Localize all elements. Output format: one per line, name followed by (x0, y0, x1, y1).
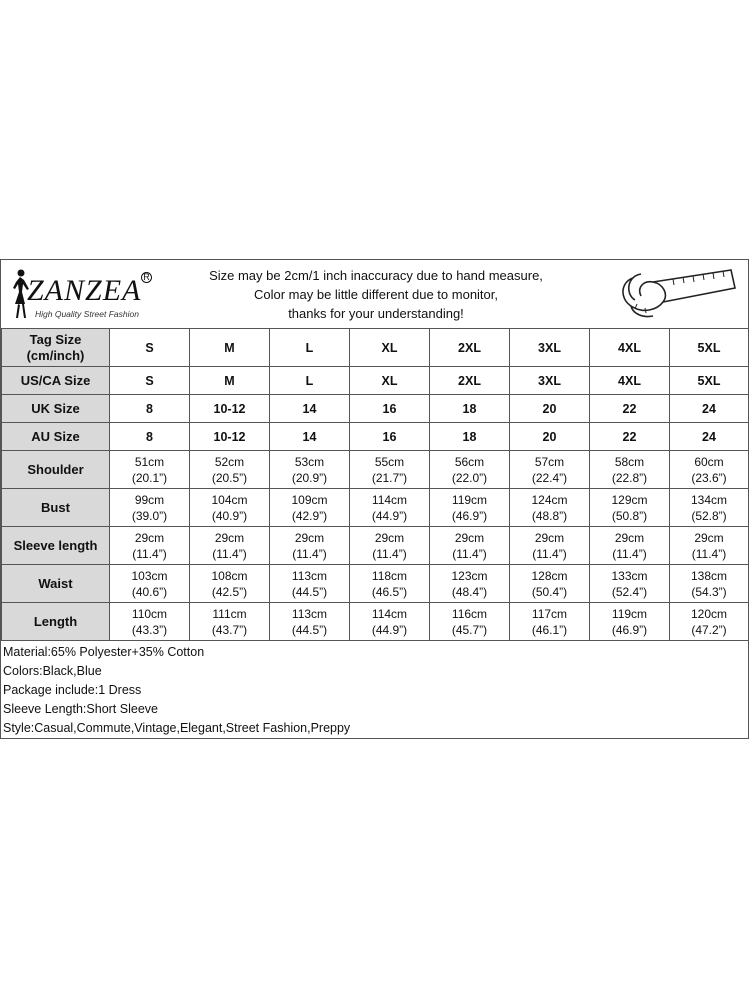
row-header: Length (2, 603, 110, 641)
cell-cm: 29cm (294, 530, 325, 545)
cell-cm: 138cm (690, 568, 728, 583)
table-cell: XL (350, 329, 430, 367)
table-row (2, 423, 749, 451)
table-cell: 20 (510, 423, 590, 451)
brand-logo (5, 266, 155, 324)
table-cell (190, 527, 270, 565)
cell-cm: 56cm (454, 454, 485, 469)
table-cell (670, 451, 749, 489)
table-cell: 24 (670, 395, 749, 423)
table-cell (270, 489, 350, 527)
cell-cm: 114cm (371, 492, 408, 507)
cell-inch: (54.3”) (691, 584, 727, 599)
cell-cm: 29cm (614, 530, 645, 545)
table-cell: 14 (270, 395, 350, 423)
cell-cm: 99cm (134, 492, 165, 507)
row-header-line: Tag Size (29, 331, 82, 347)
table-cell: 5XL (670, 329, 749, 367)
table-cell (430, 489, 510, 527)
table-cell (590, 451, 670, 489)
cell-cm: 133cm (611, 568, 648, 583)
table-cell (430, 565, 510, 603)
table-cell: 4XL (590, 329, 670, 367)
table-cell (110, 603, 190, 641)
table-cell (670, 603, 749, 641)
cell-inch: (40.9”) (211, 508, 248, 523)
table-cell (510, 489, 590, 527)
cell-inch: (11.4”) (452, 546, 487, 561)
cell-cm: 109cm (291, 492, 328, 507)
cell-cm: 111cm (212, 606, 247, 621)
notice-line: thanks for your understanding! (288, 306, 464, 321)
cell-inch: (42.9”) (291, 508, 328, 523)
table-cell (590, 527, 670, 565)
table-row (2, 395, 749, 423)
table-cell (590, 603, 670, 641)
cell-cm: 29cm (694, 530, 724, 545)
table-row (2, 329, 749, 367)
row-header: Waist (2, 565, 110, 603)
cell-inch: (44.9”) (371, 508, 408, 523)
info-style: Style:Casual,Commute,Vintage,Elegant,Street Fashion,Preppy (3, 721, 351, 735)
cell-inch: (44.5”) (291, 622, 328, 637)
table-cell (670, 489, 749, 527)
cell-inch: (50.4”) (531, 584, 568, 599)
cell-cm: 29cm (134, 530, 165, 545)
brand-name: ZANZEA (27, 274, 142, 307)
table-cell (110, 527, 190, 565)
cell-cm: 29cm (374, 530, 405, 545)
table-cell: 2XL (430, 329, 510, 367)
table-row (2, 451, 749, 489)
table-cell: M (190, 367, 270, 395)
cell-cm: 53cm (294, 454, 325, 469)
cell-cm: 124cm (531, 492, 568, 507)
cell-inch: (45.7”) (451, 622, 488, 637)
table-row (2, 527, 749, 565)
table-cell (190, 489, 270, 527)
cell-inch: (47.2”) (691, 622, 727, 637)
table-row (2, 367, 749, 395)
cell-cm: 104cm (211, 492, 248, 507)
cell-cm: 116cm (451, 606, 488, 621)
size-chart-table (1, 328, 749, 641)
row-header: US/CA Size (2, 367, 110, 395)
table-cell (350, 451, 430, 489)
cell-inch: (22.0”) (451, 470, 488, 485)
cell-cm: 29cm (214, 530, 245, 545)
cell-cm: 123cm (451, 568, 488, 583)
table-cell: 16 (350, 395, 430, 423)
table-cell (590, 565, 670, 603)
cell-cm: 108cm (211, 568, 248, 583)
table-cell (670, 527, 749, 565)
cell-cm: 57cm (534, 454, 565, 469)
cell-inch: (39.0”) (131, 508, 168, 523)
notice-line: Size may be 2cm/1 inch inaccuracy due to hand measure, (209, 268, 543, 283)
cell-inch: (46.5”) (371, 584, 408, 599)
cell-inch: (11.4”) (691, 546, 727, 561)
row-header (2, 329, 110, 367)
table-cell: 3XL (510, 367, 590, 395)
product-info (3, 643, 350, 738)
cell-inch: (48.8”) (531, 508, 568, 523)
cell-inch: (52.8”) (691, 508, 727, 523)
table-cell (270, 451, 350, 489)
table-cell (430, 527, 510, 565)
table-cell (270, 603, 350, 641)
row-header: Bust (2, 489, 110, 527)
cell-inch: (11.4”) (612, 546, 647, 561)
cell-cm: 29cm (454, 530, 485, 545)
cell-inch: (52.4”) (611, 584, 648, 599)
table-cell (670, 565, 749, 603)
table-cell: L (270, 367, 350, 395)
cell-inch: (11.4”) (532, 546, 567, 561)
cell-inch: (11.4”) (132, 546, 167, 561)
measuring-tape-icon (613, 264, 739, 324)
table-cell (510, 451, 590, 489)
cell-inch: (44.5”) (291, 584, 328, 599)
table-row (2, 489, 749, 527)
table-cell (350, 489, 430, 527)
cell-cm: 29cm (534, 530, 565, 545)
size-chart-sheet (0, 259, 749, 739)
table-cell: 5XL (670, 367, 749, 395)
row-header: UK Size (2, 395, 110, 423)
cell-inch: (46.1”) (531, 622, 568, 637)
cell-cm: 117cm (531, 606, 568, 621)
cell-cm: 103cm (131, 568, 168, 583)
info-sleeve-length: Sleeve Length:Short Sleeve (3, 702, 158, 716)
cell-inch: (22.4”) (531, 470, 568, 485)
cell-cm: 134cm (690, 492, 728, 507)
cell-inch: (44.9”) (371, 622, 408, 637)
table-cell: 18 (430, 395, 510, 423)
table-cell (350, 565, 430, 603)
cell-inch: (43.3”) (131, 622, 168, 637)
cell-cm: 128cm (531, 568, 568, 583)
table-cell (110, 565, 190, 603)
table-cell (110, 451, 190, 489)
table-cell: 16 (350, 423, 430, 451)
table-cell: XL (350, 367, 430, 395)
table-cell: 22 (590, 395, 670, 423)
table-cell: 20 (510, 395, 590, 423)
cell-inch: (11.4”) (292, 546, 327, 561)
cell-inch: (46.9”) (611, 622, 648, 637)
cell-inch: (42.5”) (211, 584, 248, 599)
cell-inch: (11.4”) (372, 546, 407, 561)
info-material: Material:65% Polyester+35% Cotton (3, 645, 205, 659)
size-chart-header (1, 260, 748, 329)
table-cell (350, 603, 430, 641)
cell-cm: 120cm (690, 606, 728, 621)
table-cell (110, 489, 190, 527)
cell-inch: (20.9”) (291, 470, 328, 485)
table-cell (190, 565, 270, 603)
cell-cm: 113cm (291, 568, 328, 583)
cell-inch: (20.5”) (211, 470, 248, 485)
cell-inch: (40.6”) (131, 584, 168, 599)
cell-inch: (11.4”) (212, 546, 247, 561)
table-cell: S (110, 329, 190, 367)
table-cell (510, 565, 590, 603)
table-cell (430, 451, 510, 489)
cell-inch: (20.1”) (131, 470, 168, 485)
table-cell (190, 451, 270, 489)
cell-inch: (48.4”) (451, 584, 488, 599)
table-cell: M (190, 329, 270, 367)
measurement-notice (171, 266, 581, 323)
row-header: Shoulder (2, 451, 110, 489)
table-cell (510, 603, 590, 641)
notice-line: Color may be little different due to monitor, (254, 287, 498, 302)
row-header-line: (cm/inch) (26, 347, 85, 363)
registered-mark: R (141, 272, 152, 283)
cell-inch: (21.7”) (371, 470, 408, 485)
table-cell: 14 (270, 423, 350, 451)
table-cell (510, 527, 590, 565)
cell-cm: 119cm (451, 492, 488, 507)
table-row (2, 603, 749, 641)
cell-cm: 110cm (131, 606, 168, 621)
table-cell: 8 (110, 395, 190, 423)
row-header: AU Size (2, 423, 110, 451)
info-package: Package include:1 Dress (3, 683, 142, 697)
info-colors: Colors:Black,Blue (3, 664, 102, 678)
table-cell: 10-12 (190, 423, 270, 451)
table-cell: 8 (110, 423, 190, 451)
cell-cm: 129cm (611, 492, 648, 507)
brand-tagline: High Quality Street Fashion (35, 309, 139, 319)
cell-inch: (46.9”) (451, 508, 488, 523)
table-cell: L (270, 329, 350, 367)
table-cell: 4XL (590, 367, 670, 395)
table-cell: 2XL (430, 367, 510, 395)
cell-inch: (22.8”) (611, 470, 648, 485)
table-cell: 3XL (510, 329, 590, 367)
cell-cm: 60cm (694, 454, 724, 469)
table-cell: S (110, 367, 190, 395)
cell-inch: (43.7”) (211, 622, 248, 637)
cell-cm: 113cm (291, 606, 328, 621)
table-cell: 22 (590, 423, 670, 451)
cell-cm: 114cm (371, 606, 408, 621)
cell-cm: 119cm (611, 606, 648, 621)
table-cell (430, 603, 510, 641)
cell-inch: (50.8”) (611, 508, 648, 523)
cell-cm: 58cm (614, 454, 645, 469)
table-cell (270, 527, 350, 565)
table-cell (590, 489, 670, 527)
cell-inch: (23.6”) (691, 470, 727, 485)
table-row (2, 565, 749, 603)
table-cell: 10-12 (190, 395, 270, 423)
cell-cm: 55cm (374, 454, 405, 469)
table-cell: 18 (430, 423, 510, 451)
table-cell (270, 565, 350, 603)
table-cell (190, 603, 270, 641)
cell-cm: 52cm (214, 454, 245, 469)
table-cell: 24 (670, 423, 749, 451)
cell-cm: 51cm (134, 454, 165, 469)
table-cell (350, 527, 430, 565)
cell-cm: 118cm (371, 568, 408, 583)
row-header: Sleeve length (2, 527, 110, 565)
